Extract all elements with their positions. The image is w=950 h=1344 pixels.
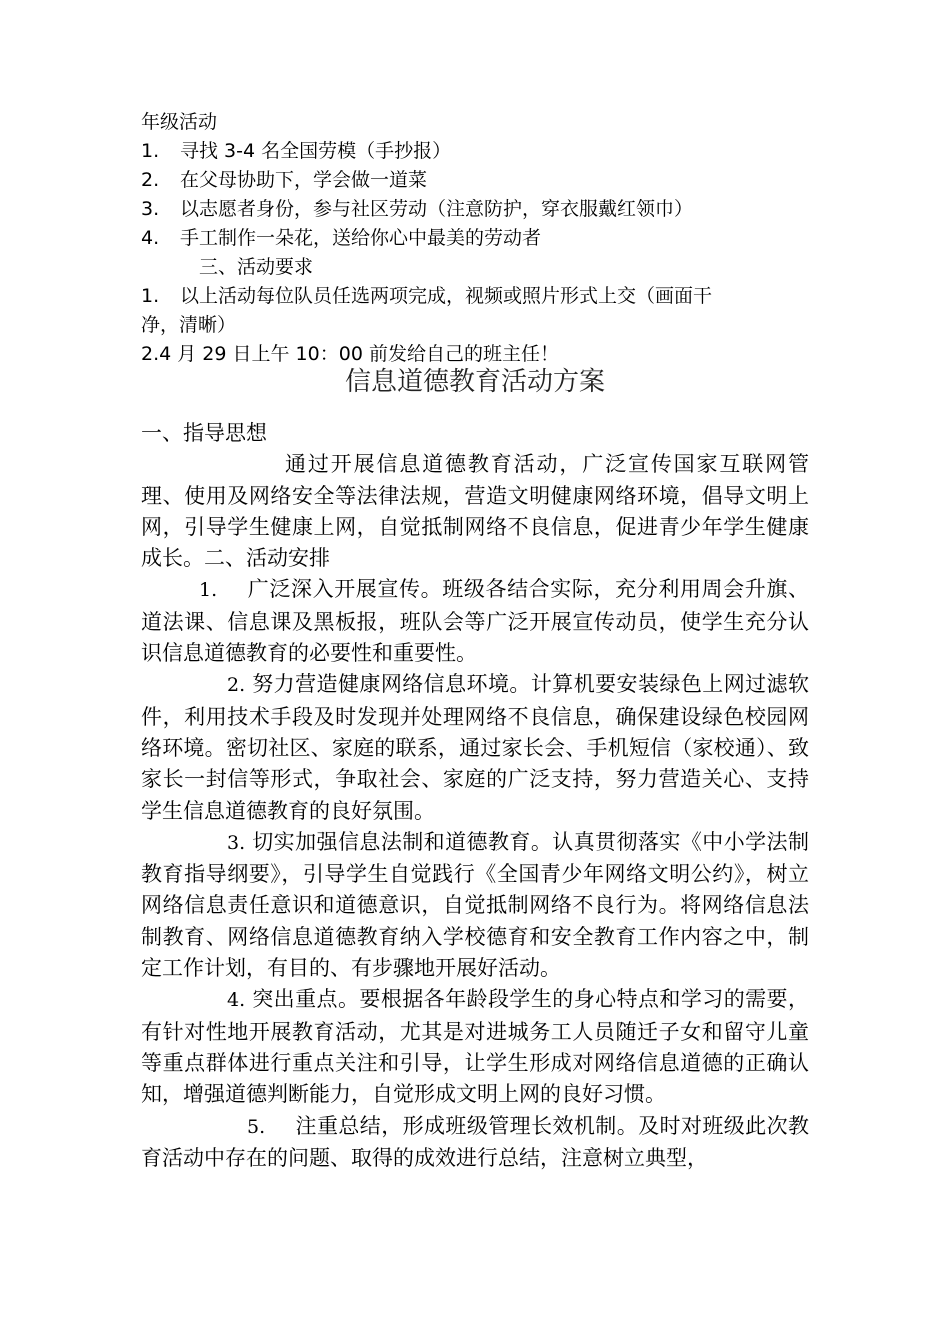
item-number: 3. [227,831,246,854]
item-text: 以志愿者身份，参与社区劳动（注意防护，穿衣服戴红领巾） [180,198,694,220]
item-text: 寻找 3-4 名全国劳模（手抄报） [180,140,452,162]
item-number: 1. [199,579,218,602]
arrangement-item-3 [141,827,809,984]
arrangement-item-1 [141,574,809,669]
item-number: 3. [141,198,160,220]
activity-item-1 [141,137,821,166]
requirement-item-2: 2.4 月 29 日上午 10：00 前发给自己的班主任！ [141,343,559,365]
arrangement-item-2 [141,669,809,826]
guiding-heading: 一、指导思想 [141,421,267,445]
item-number: 4. [141,227,160,249]
plan-title: 信息道德教育活动方案 [344,367,605,397]
plan-body [141,418,809,1174]
item-text: 注重总结，形成班级管理长效机制。及时对班级此次教育活动中存在的问题、取得的成效进行总结，注意树立典型， [141,1113,809,1170]
activity-item-2 [141,166,821,195]
grade-activity-heading: 年级活动 [141,111,218,133]
item-number: 1. [141,140,160,162]
item-text: 广泛深入开展宣传。班级各结合实际，充分利用周会升旗、道法课、信息课及黑板报，班队会等广泛开展宣传动员，使学生充分认识信息道德教育的必要性和重要性。 [141,577,809,666]
requirement-item-1 [141,282,821,311]
arrangement-item-5 [141,1111,809,1175]
item-number: 2. [141,169,160,191]
item-number: 5. [247,1115,266,1138]
arrangement-item-4 [141,984,809,1110]
requirements-heading: 三、活动要求 [199,256,314,278]
item-text: 手工制作一朵花，送给你心中最美的劳动者 [180,227,542,249]
item-text: 在父母协助下，学会做一道菜 [180,169,428,191]
activity-item-3 [141,195,821,224]
requirement-item-1-continued: 净，清晰） [141,314,237,336]
item-text: 切实加强信息法制和道德教育。认真贯彻落实《中小学法制教育指导纲要》，引导学生自觉践行《全国青少年网络文明公约》，树立网络信息责任意识和道德意识，自觉抵制网络不良行为。将网络信息法制教育、网络信息道德教育纳入学校德育和安全教育工作内容之中，制定工作计划，有目的、有步骤地开展好活动。 [141,829,809,981]
item-text: 突出重点。要根据各年龄段学生的身心特点和学习的需要，有针对性地开展教育活动，尤其是对进城务工人员随迁子女和留守儿童等重点群体进行重点关注和引导，让学生形成对网络信息道德的正确认知，增强道德判断能力，自觉形成文明上网的良好习惯。 [141,987,809,1107]
activity-item-4 [141,224,821,253]
item-number: 4. [227,989,246,1012]
grade-activity-section [141,108,821,369]
item-number: 1. [141,285,160,307]
item-text: 努力营造健康网络信息环境。计算机要安装绿色上网过滤软件，利用技术手段及时发现并处理网络不良信息，确保建设绿色校园网络环境。密切社区、家庭的联系，通过家长会、手机短信（家校通）、致家长一封信等形式，争取社会、家庭的广泛支持，努力营造关心、支持学生信息道德教育的良好氛围。 [141,672,809,823]
item-number: 2. [227,674,246,697]
item-text: 以上活动每位队员任选两项完成，视频或照片形式上交（画面干 [180,285,713,307]
guiding-paragraph: 通过开展信息道德教育活动，广泛宣传国家互联网管理、使用及网络安全等法律法规，营造文明健康网络环境，倡导文明上网，引导学生健康上网，自觉抵制网络不良信息，促进青少年学生健康成长。二、活动安排 [141,452,809,571]
